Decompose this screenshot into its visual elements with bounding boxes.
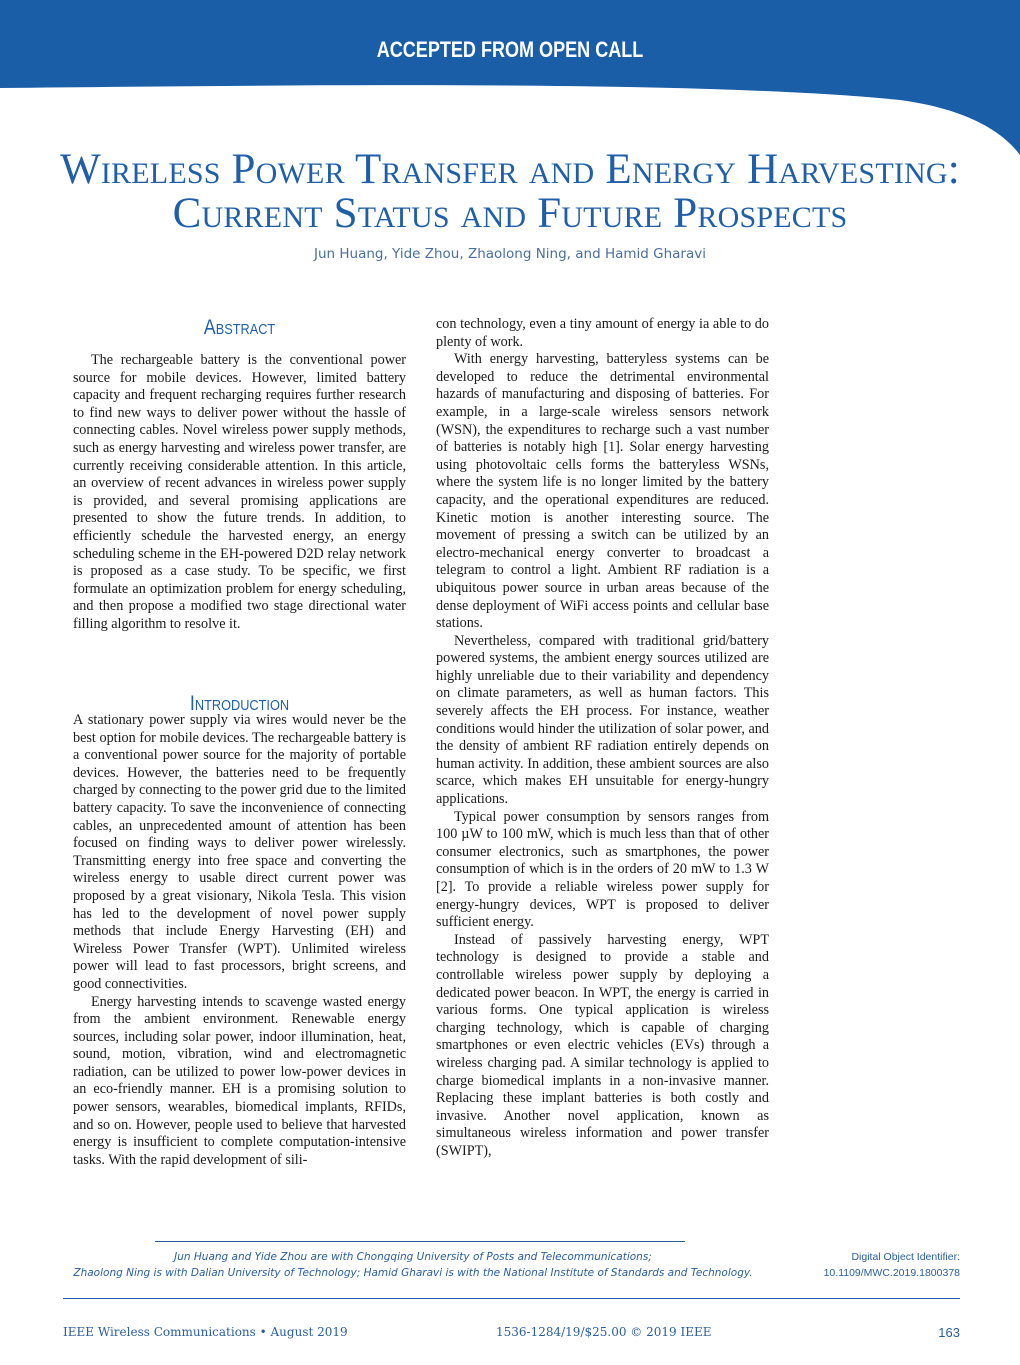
right-column: [436, 316, 769, 1161]
body-paragraph: With energy harvesting, batteryless systems can be developed to reduce the detrimental environmental hazards of manufacturing and disposing of batteries. For example, in a large-scale wireless sensors network (WSN), the expenditures to recharge such a vast number of batteries is notably high [1]. Solar energy harvesting using photovoltaic cells forms the batteryless WSNs, where the system life is no longer limited by the battery capacity, and the operational expenditures are reduced. Kinetic motion is another interesting source. The movement of pressing a switch can be utilized by an electro-mechanical energy converter to broadcast a telegram to control a light. Ambient RF radiation is a ubiquitous power source in urban areas because of the dense deployment of WiFi access points and cellular base stations.: [436, 351, 769, 632]
doi-value: 10.1109/MWC.2019.1800378: [823, 1267, 960, 1279]
introduction-body: [73, 712, 406, 1169]
header-banner: [0, 0, 1020, 160]
banner-shape: [0, 0, 1020, 160]
title-line-2: Current Status and Future Prospects: [172, 190, 848, 237]
body-paragraph: Typical power consumption by sensors ranges from 100 µW to 100 mW, which is much less than that of other consumer electronics, such as smartphones, the power consumption of which is in the orders of 20 mW to 1.3 W [2]. To provide a reliable wireless power supply for energy-hungry devices, WPT is proposed to deliver sufficient energy.: [436, 808, 769, 931]
title-line-1: Wireless Power Transfer and Energy Harvesting:: [60, 146, 960, 193]
intro-paragraph: Energy harvesting intends to scavenge wasted energy from the ambient environment. Renewable energy sources, including solar power, indoor illumination, heat, sound, motion, vibration, wind and electromagnetic radiation, can be utilized to power low-power devices in an eco-friendly manner. EH is a promising solution to power sensors, wearables, biomedical implants, RFIDs, and so on. However, people used to believe that harvested energy is insufficient to complete computation-intensive tasks. With the rapid development of sili-: [73, 993, 406, 1168]
doi-label: Digital Object Identifier:: [851, 1251, 960, 1263]
author-affiliations: [73, 1249, 753, 1281]
abstract-heading: Abstract: [203, 316, 276, 339]
paper-title: [0, 148, 1020, 236]
introduction-heading: Introduction: [189, 692, 290, 715]
left-column: [73, 352, 406, 634]
issn-copyright: 1536-1284/19/$25.00 © 2019 IEEE: [496, 1325, 712, 1339]
affiliation-line-1: Jun Huang and Yide Zhou are with Chongqing University of Posts and Telecommunications;: [174, 1251, 652, 1263]
author-list: Jun Huang, Yide Zhou, Zhaolong Ning, and Hamid Gharavi: [313, 246, 706, 262]
body-paragraph: Nevertheless, compared with traditional grid/battery powered systems, the ambient energy sources utilized are highly unreliable due to their variability and dependency on climate parameters, as well as human factors. This severely affects the EH process. For instance, weather conditions would hinder the utilization of solar power, and the density of ambient RF radiation entirely depends on human activity. In addition, these ambient sources are also scarce, which makes EH unsuitable for energy-hungry applications.: [436, 632, 769, 808]
abstract-text: The rechargeable battery is the conventional power source for mobile devices. However, limited battery capacity and frequent recharging requires further research to find new ways to deliver power without the hassle of connecting cables. Novel wireless power supply methods, such as energy harvesting and wireless power transfer, are currently receiving considerable attention. In this article, an overview of recent advances in wireless power supply is provided, and several promising applications are presented to show the future trends. In addition, to efficiently schedule the harvested energy, an energy scheduling scheme in the EH-powered D2D relay network is proposed as a case study. To be specific, we first formulate an optimization problem for energy scheduling, and then propose a modified two stage directional water filling algorithm to resolve it.: [73, 352, 406, 632]
intro-paragraph: A stationary power supply via wires would never be the best option for mobile devices. The rechargeable battery is a conventional power source for the majority of portable devices. However, the batteries need to be frequently charged by connecting to the power grid due to the limited battery capacity. To save the inconvenience of connecting cables, an unprecedented amount of attention has been focused on finding ways to deliver power wirelessly. Transmitting energy into free space and converting the wireless energy to usable direct current power was proposed by a great visionary, Nikola Tesla. This vision has led to the development of novel power supply methods that include Energy Harvesting (EH) and Wireless Power Transfer (WPT). Unlimited wireless power will lead to fast processors, bright screens, and good connectivities.: [73, 712, 406, 992]
footnote-rule: [155, 1241, 685, 1242]
body-paragraph: con technology, even a tiny amount of energy ia able to do plenty of work.: [436, 316, 769, 350]
body-paragraph: Instead of passively harvesting energy, WPT technology is designed to provide a stable and controllable wireless power supply by deploying a dedicated power beacon. In WPT, the energy is carried in various forms. One typical application is wireless charging technology, which is capable of charging smartphones or even electric vehicles (EVs) through a wireless charging pad. A similar technology is applied to charge biomedical implants in a non-invasive manner. Replacing these implant batteries is both costly and invasive. Another novel application, known as simultaneous wireless information and power transfer (SWIPT),: [436, 931, 769, 1159]
journal-info: IEEE Wireless Communications • August 2019: [63, 1325, 348, 1339]
page-number: 163: [938, 1325, 960, 1340]
doi-block: [790, 1249, 960, 1281]
affiliation-line-2: Zhaolong Ning is with Dalian University of Technology; Hamid Gharavi is with the National Institute of Standards and Technology.: [73, 1267, 753, 1279]
section-label: ACCEPTED FROM OPEN CALL: [376, 37, 644, 62]
footer-rule: [63, 1298, 960, 1299]
